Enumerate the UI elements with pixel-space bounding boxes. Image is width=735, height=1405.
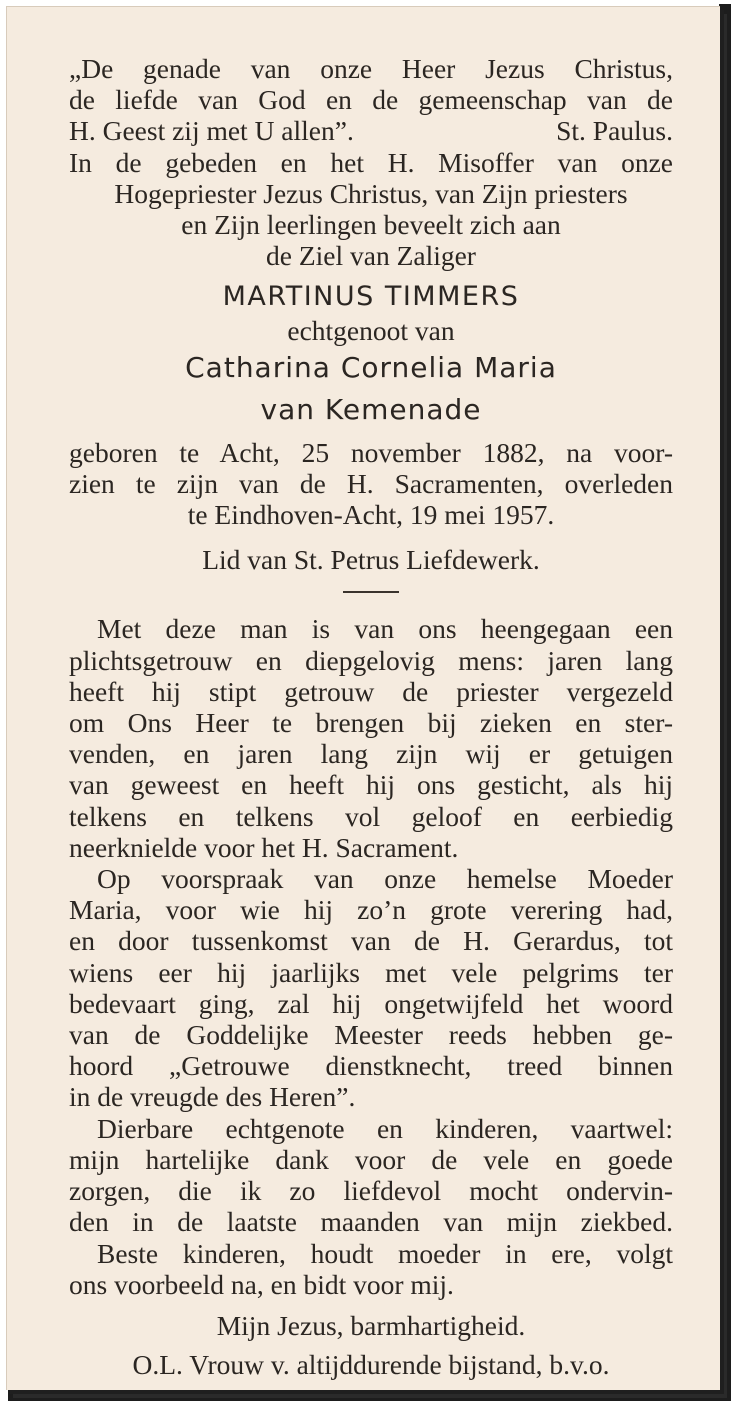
paragraph-line: venden, en jaren lang zijn wij er getuigen bbox=[69, 738, 673, 770]
commendation-line: de Ziel van Zaliger bbox=[266, 240, 476, 272]
paragraph-line: van de Goddelijke Meester reeds hebben ge- bbox=[69, 1019, 673, 1051]
card-shadow-right bbox=[719, 4, 731, 1401]
life-dates bbox=[69, 437, 673, 531]
commendation bbox=[69, 147, 673, 272]
paragraph-line: den in de laatste maanden van mijn ziekbed. bbox=[69, 1206, 673, 1238]
dates-line: geboren te Acht, 25 november 1882, na voor- bbox=[69, 436, 673, 468]
closing-prayer: Mijn Jezus, barmhartigheid. bbox=[216, 1309, 526, 1341]
paragraph-line: van geweest en heeft hij ons gesticht, als hij bbox=[69, 769, 673, 801]
paragraph-line: plichtsgetrouw en diepgelovig mens: jaren lang bbox=[69, 644, 673, 676]
paragraph-children bbox=[69, 1238, 673, 1300]
paragraph-line: hoord „Getrouwe dienstknecht, treed binnen bbox=[69, 1050, 673, 1082]
paragraph-line: telkens en telkens vol geloof en eerbiedig bbox=[69, 800, 673, 832]
paragraph-line: om Ons Heer te brengen bij zieken en ster- bbox=[69, 707, 673, 739]
paragraph-line: Beste kinderen, houdt moeder in ere, volgt bbox=[97, 1237, 673, 1269]
paragraph-intercession bbox=[69, 863, 673, 1113]
card-text bbox=[69, 53, 673, 1380]
paragraph-line: en door tussenkomst van de H. Gerardus, tot bbox=[69, 925, 673, 957]
memorial-card bbox=[6, 6, 720, 1390]
paragraph-farewell bbox=[69, 1113, 673, 1238]
dates-line: zien te zijn van de H. Sacramenten, overleden bbox=[69, 467, 673, 499]
commendation-line: en Zijn leerlingen beveelt zich aan bbox=[181, 209, 561, 241]
commendation-line: Hogepriester Jezus Christus, van Zijn priesters bbox=[114, 177, 628, 209]
commendation-line: In de gebeden en het H. Misoffer van onze bbox=[69, 146, 673, 178]
paragraph-line: zorgen, die ik zo liefdevol mocht ondervin- bbox=[69, 1175, 673, 1207]
divider-rule bbox=[343, 591, 399, 593]
paragraph-line: Met deze man is van ons heengegaan een bbox=[97, 613, 673, 645]
quote-line: de liefde van God en de gemeenschap van de bbox=[69, 84, 673, 116]
quote-author: St. Paulus. bbox=[556, 115, 673, 147]
paragraph-line: Maria, voor wie hij zo’n grote verering had, bbox=[69, 894, 673, 926]
paragraph-line: wiens eer hij jaarlijks met vele pelgrims ter bbox=[69, 956, 673, 988]
paragraph-line: Dierbare echtgenote en kinderen, vaartwel: bbox=[97, 1112, 673, 1144]
dates-line: te Eindhoven-Acht, 19 mei 1957. bbox=[187, 499, 555, 531]
spouse-name-line1: Catharina Cornelia Maria bbox=[185, 350, 557, 384]
paragraph-line: bedevaart ging, zal hij ongetwijfeld het woord bbox=[69, 987, 673, 1019]
quote-line: „De genade van onze Heer Jezus Christus, bbox=[69, 53, 673, 84]
card-shadow-bottom bbox=[8, 1389, 731, 1401]
paragraph-tribute bbox=[69, 613, 673, 863]
paragraph-line: Op voorspraak van onze hemelse Moeder bbox=[97, 863, 673, 895]
quote-last-row bbox=[69, 115, 673, 146]
paragraph-line: in de vreugde des Heren”. bbox=[69, 1081, 356, 1113]
closing-prayer-mary: O.L. Vrouw v. altijddurende bijstand, b.v.o. bbox=[132, 1349, 610, 1381]
opening-quote bbox=[69, 53, 673, 147]
paragraph-line: heeft hij stipt getrouw de priester vergezeld bbox=[69, 675, 673, 707]
membership-text: Lid van St. Petrus Liefdewerk. bbox=[202, 544, 540, 576]
paragraph-line: mijn hartelijke dank voor de vele en goede bbox=[69, 1143, 673, 1175]
paragraph-line: ons voorbeeld na, en bidt voor mij. bbox=[69, 1268, 454, 1300]
paragraph-line: neerknielde voor het H. Sacrament. bbox=[69, 831, 459, 863]
relation-text: echtgenoot van bbox=[287, 315, 455, 347]
spouse-name-line2: van Kemenade bbox=[260, 392, 482, 426]
deceased-name: MARTINUS TIMMERS bbox=[222, 281, 520, 313]
quote-line: H. Geest zij met U allen”. bbox=[69, 115, 354, 147]
